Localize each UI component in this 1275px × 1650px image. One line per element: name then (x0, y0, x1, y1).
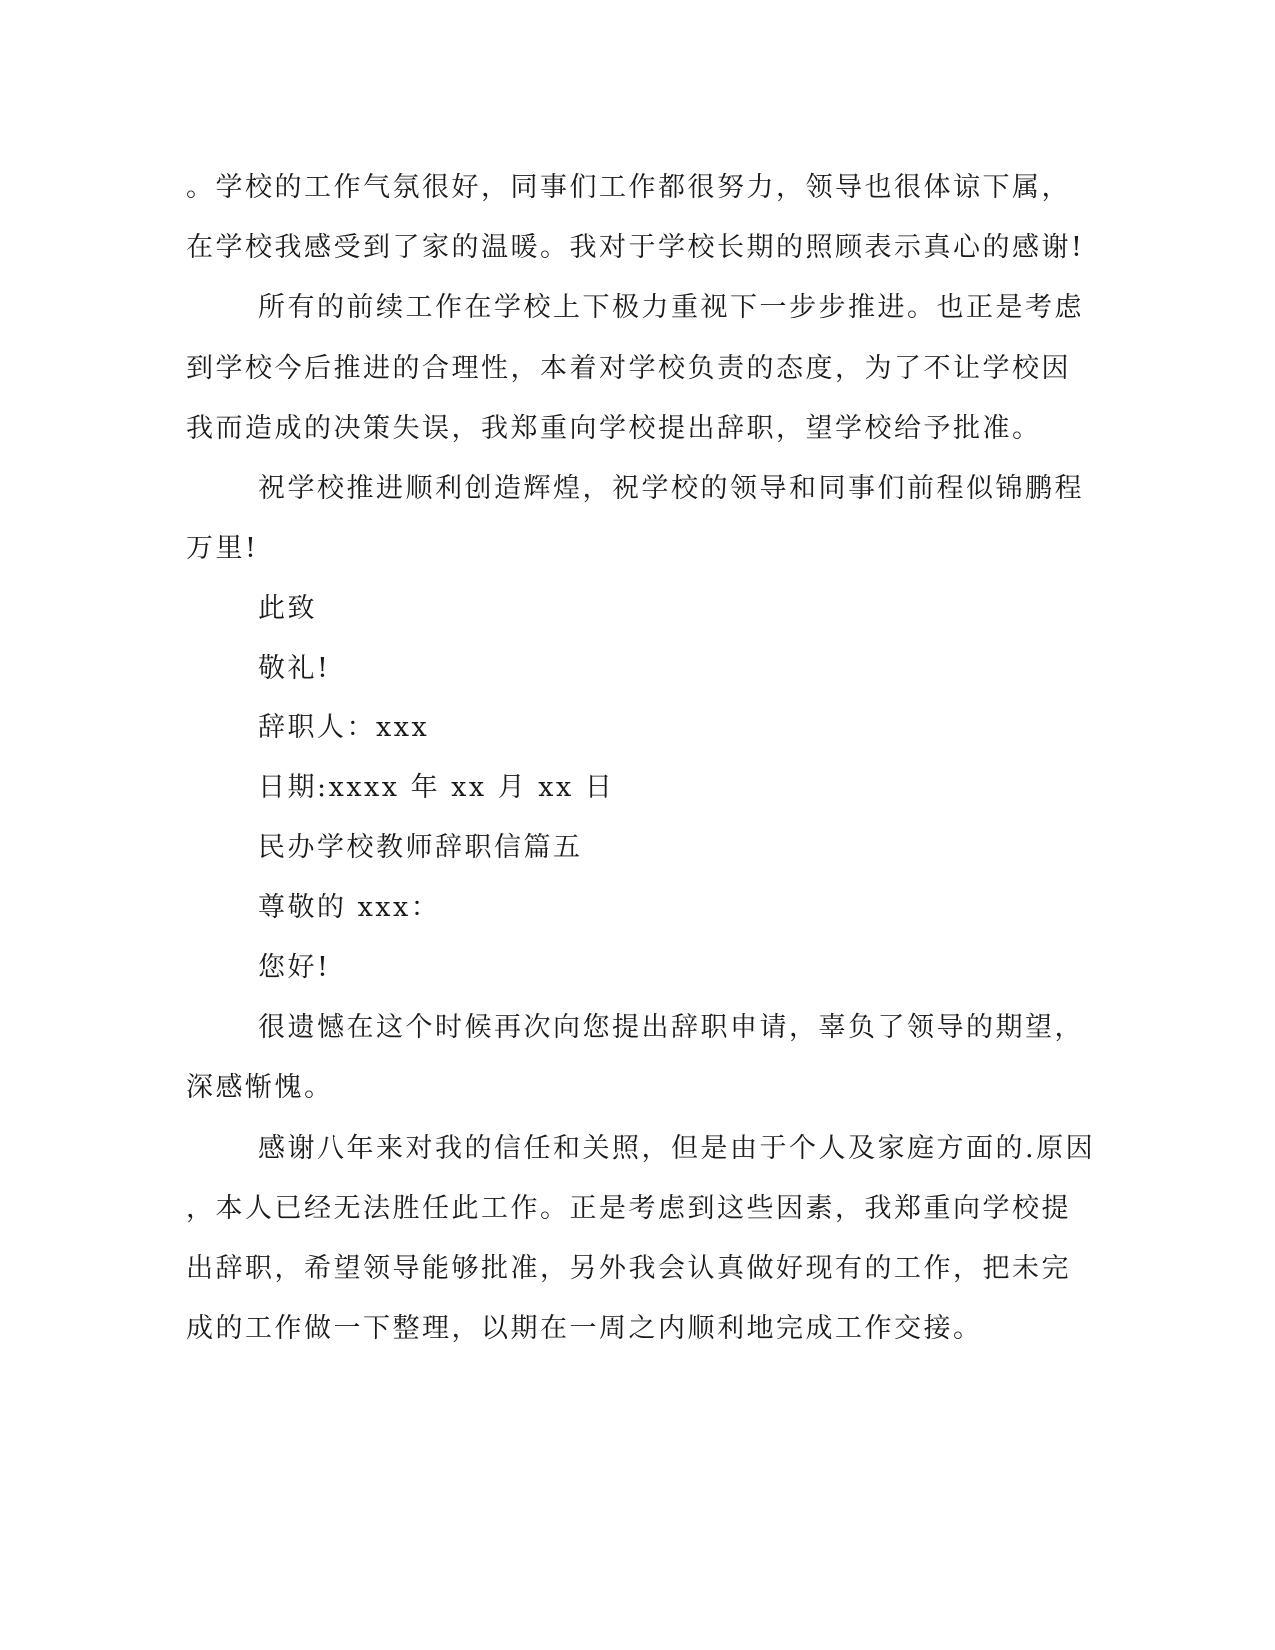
text-line: 我而造成的决策失误，我郑重向学校提出辞职，望学校给予批准。 (186, 413, 1042, 444)
closing-salutation: 此致 (258, 593, 317, 624)
date-line: 日期:xxxx 年 xx 月 xx 日 (258, 772, 615, 803)
closing-regards: 敬礼! (258, 653, 331, 684)
text-line: 万里! (186, 533, 259, 564)
paragraph-first-line: 祝学校推进顺利创造辉煌，祝学校的领导和同事们前程似锦鹏程 (258, 473, 1084, 504)
paragraph-first-line: 感谢八年来对我的信任和关照，但是由于个人及家庭方面的.原因 (258, 1133, 1096, 1164)
paragraph-first-line: 很遗憾在这个时候再次向您提出辞职申请，辜负了领导的期望， (258, 1012, 1084, 1043)
section-title: 民办学校教师辞职信篇五 (258, 832, 583, 863)
greeting-line: 您好! (258, 952, 331, 983)
text-line: 深感惭愧。 (186, 1072, 334, 1103)
text-line: 到学校今后推进的合理性，本着对学校负责的态度，为了不让学校因 (186, 353, 1071, 384)
text-line: 出辞职，希望领导能够批准，另外我会认真做好现有的工作，把未完 (186, 1253, 1071, 1284)
signature-line: 辞职人：xxx (258, 712, 430, 743)
text-line: 成的工作做一下整理，以期在一周之内顺利地完成工作交接。 (186, 1313, 983, 1344)
paragraph-first-line: 所有的前续工作在学校上下极力重视下一步步推进。也正是考虑 (258, 292, 1084, 323)
text-line: 在学校我感受到了家的温暖。我对于学校长期的照顾表示真心的感谢! (186, 232, 1085, 263)
text-line: ，本人已经无法胜任此工作。正是考虑到这些因素，我郑重向学校提 (186, 1193, 1071, 1224)
recipient-line: 尊敬的 xxx： (258, 892, 441, 923)
text-line: 。学校的工作气氛很好，同事们工作都很努力，领导也很体谅下属， (186, 172, 1071, 203)
